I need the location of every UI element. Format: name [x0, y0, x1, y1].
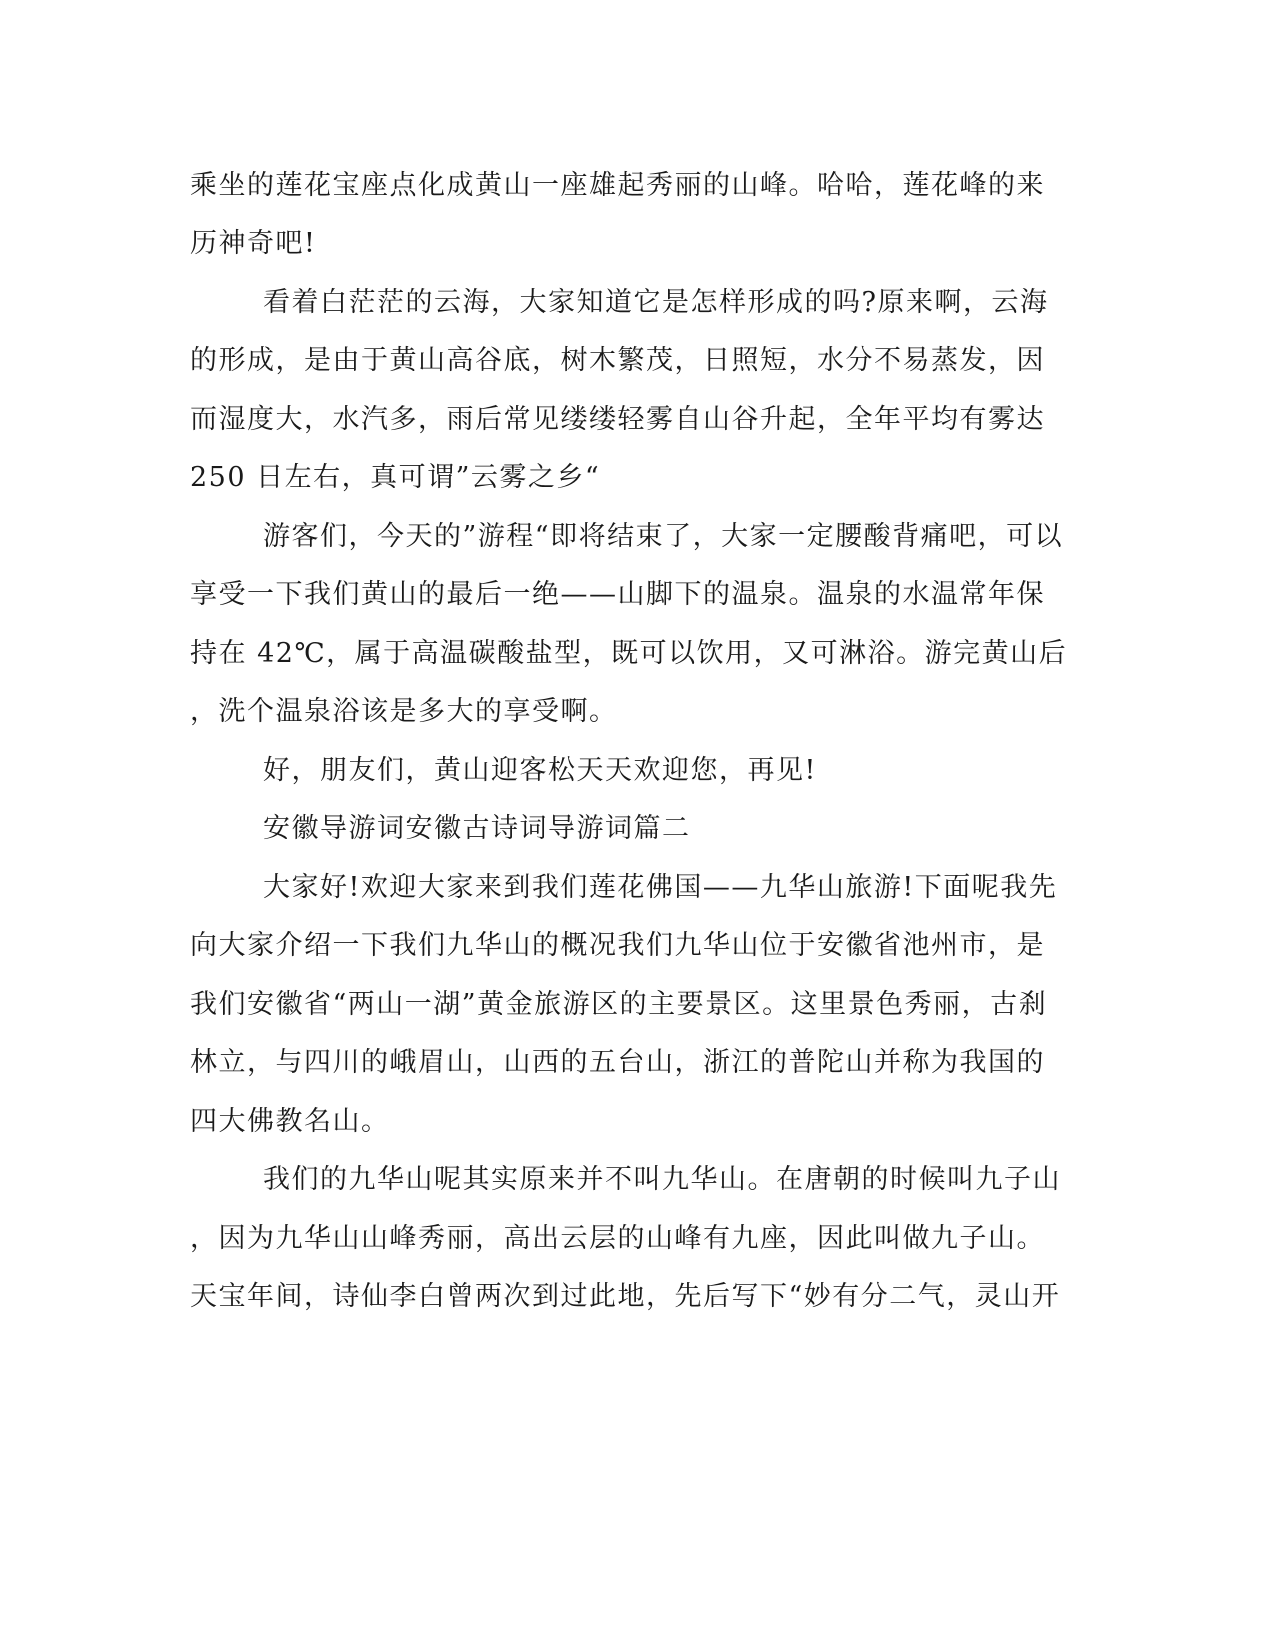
section-heading: 安徽导游词安徽古诗词导游词篇二 — [263, 813, 691, 844]
paragraph-start-line: 游客们，今天的”游程“即将结束了，大家一定腰酸背痛吧，可以 — [263, 521, 1064, 552]
text-line: 乘坐的莲花宝座点化成黄山一座雄起秀丽的山峰。哈哈，莲花峰的来 — [190, 170, 1045, 201]
text-line: 我们安徽省“两山一湖”黄金旅游区的主要景区。这里景色秀丽，古刹 — [190, 989, 1048, 1020]
text-line: 持在 42℃，属于高温碳酸盐型，既可以饮用，又可淋浴。游完黄山后 — [190, 638, 1068, 669]
paragraph-start-line: 我们的九华山呢其实原来并不叫九华山。在唐朝的时候叫九子山 — [263, 1164, 1061, 1195]
text-line: 天宝年间，诗仙李白曾两次到过此地，先后写下“妙有分二气，灵山开 — [190, 1281, 1061, 1312]
paragraph-start-line: 好，朋友们，黄山迎客松天天欢迎您，再见! — [263, 755, 817, 786]
text-line: 而湿度大，水汽多，雨后常见缕缕轻雾自山谷升起，全年平均有雾达 — [190, 404, 1045, 435]
text-line: ，因为九华山山峰秀丽，高出云层的山峰有九座，因此叫做九子山。 — [190, 1223, 1045, 1254]
paragraph-start-line: 大家好!欢迎大家来到我们莲花佛国——九华山旅游!下面呢我先 — [263, 872, 1058, 903]
text-line: 的形成，是由于黄山高谷底，树木繁茂，日照短，水分不易蒸发，因 — [190, 345, 1045, 376]
text-line: 林立，与四川的峨眉山，山西的五台山，浙江的普陀山并称为我国的 — [190, 1047, 1045, 1078]
text-line: 四大佛教名山。 — [190, 1106, 390, 1137]
text-line: 向大家介绍一下我们九华山的概况我们九华山位于安徽省池州市，是 — [190, 930, 1045, 961]
text-line: 历神奇吧! — [190, 228, 317, 259]
text-line: 250 日左右，真可谓”云雾之乡“ — [190, 462, 601, 493]
text-line: 享受一下我们黄山的最后一绝——山脚下的温泉。温泉的水温常年保 — [190, 579, 1045, 610]
paragraph-start-line: 看着白茫茫的云海，大家知道它是怎样形成的吗?原来啊，云海 — [263, 287, 1049, 318]
text-line: ，洗个温泉浴该是多大的享受啊。 — [190, 696, 618, 727]
